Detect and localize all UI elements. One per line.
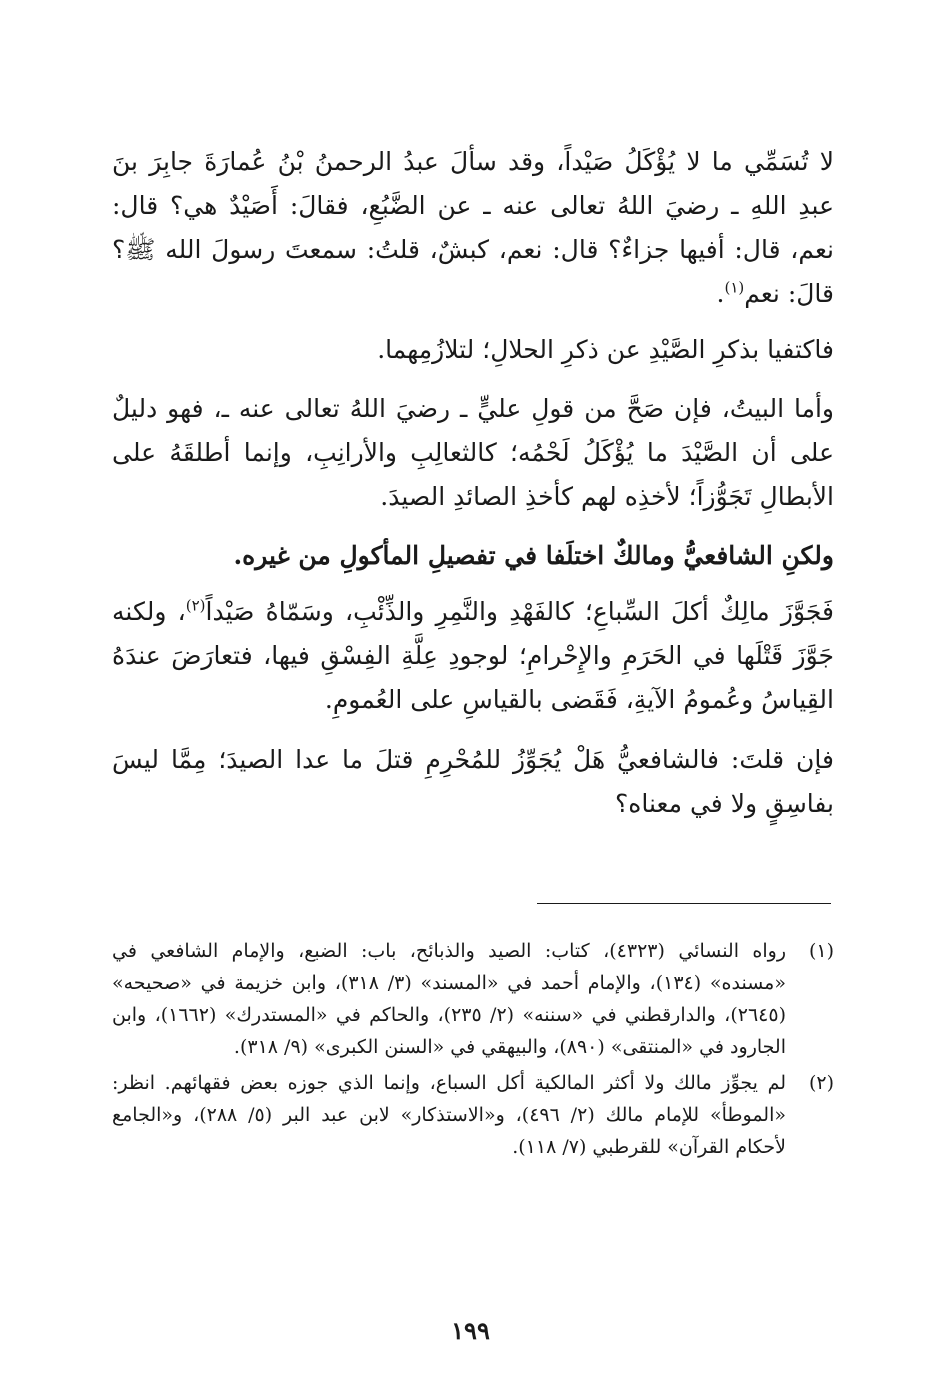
footnote-2-text: لم يجوِّز مالك ولا أكثر المالكية أكل السباع، وإنما الذي جوزه بعض فقهائهم. انظر: «الموطأ» للإمام مالك (٢/ ٤٩٦)، و«الاستذكار» لابن عبد البر (٥/ ٢٨٨)، و«الجامع لأحكام القرآن» للقرطبي (٧/ ١١٨). bbox=[112, 1072, 786, 1158]
footnote-1-number: (١) bbox=[808, 940, 834, 962]
page-number: ١٩٩ bbox=[451, 1316, 490, 1345]
footnote-ref-2: (٢) bbox=[185, 596, 206, 615]
paragraph-5-rest: ، ولكنه جَوَّزَ قَتْلَها في الحَرَمِ والإِحْرامِ؛ لوجودِ عِلَّةِ الفِسْقِ فيها، فتعارَضَ عندَهُ القِياسُ وعُمومُ الآيةِ، فَقَضى بالقياسِ على العُمومِ. bbox=[112, 597, 834, 714]
paragraph-3: وأما البيتُ، فإن صَحَّ من قولِ عليٍّ ـ رضيَ اللهُ تعالى عنه ـ، فهو دليلٌ على أن الصَّيْدَ ما يُؤْكَلُ لَحْمُه؛ كالثعالِبِ والأرانِبِ، وإنما أطلقَهُ على الأبطالِ تَجَوُّزاً؛ لأخذِه لهم كأخذِ الصائدِ الصيدَ. bbox=[112, 394, 834, 511]
footnotes bbox=[112, 935, 834, 1167]
footnote-divider bbox=[537, 903, 831, 904]
paragraph-1-text: لا تُسَمِّي ما لا يُؤْكَلُ صَيْداً، وقد سألَ عبدُ الرحمنُ بْنُ عُمارَةَ جابِرَ بنَ عبدِ اللهِ ـ رضيَ اللهُ تعالى عنه ـ عن الضَّبُعِ، فقالَ: أَصَيْدٌ هي؟ قال: نعم، قال: أفيها جزاءٌ؟ قال: نعم، كبشٌ، قلتُ: سمعتَ رسولَ الله ﷺ؟ قالَ: نعم bbox=[112, 147, 834, 308]
footnote-ref-1: (١) bbox=[724, 278, 745, 297]
paragraph-6: فإن قلتَ: فالشافعيُّ هَلْ يُجَوِّزُ للمُحْرِمِ قتلَ ما عدا الصيدَ؛ مِمَّا ليسَ بفاسِقٍ ولا في معناه؟ bbox=[112, 745, 834, 818]
paragraph-1-end: . bbox=[716, 279, 725, 308]
footnote-2 bbox=[112, 1067, 834, 1163]
footnote-1 bbox=[112, 935, 834, 1063]
main-text bbox=[112, 140, 834, 826]
paragraph-2: فاكتفيا بذكرِ الصَّيْدِ عن ذكرِ الحلالِ؛ لتلازُمِهما. bbox=[377, 335, 834, 364]
paragraph-1 bbox=[112, 140, 834, 316]
footnote-2-number: (٢) bbox=[808, 1072, 834, 1094]
paragraph-4-heading: ولكنِ الشافعيُّ ومالكٌ اختلَفا في تفصيلِ المأكولِ من غيره. bbox=[233, 541, 834, 570]
paragraph-5 bbox=[112, 590, 834, 722]
footnote-1-text: رواه النسائي (٤٣٢٣)، كتاب: الصيد والذبائح، باب: الضبع، والإمام الشافعي في «مسنده» (١٣٤)، والإمام أحمد في «المسند» (٣/ ٣١٨)، وابن خزيمة في «صحيحه» (٢٦٤٥)، والدارقطني في «سننه» (٢/ ٢٣٥)، والحاكم في «المستدرك» (١٦٦٢)، وابن الجارود في «المنتقى» (٨٩٠)، والبيهقي في «السنن الكبرى» (٩/ ٣١٨). bbox=[112, 940, 786, 1058]
paragraph-5-start: فَجَوَّزَ مالِكٌ أكلَ السِّباعِ؛ كالفَهْدِ والنَّمِرِ والذِّئْبِ، وسَمّاهُ صَيْداً bbox=[205, 597, 835, 626]
